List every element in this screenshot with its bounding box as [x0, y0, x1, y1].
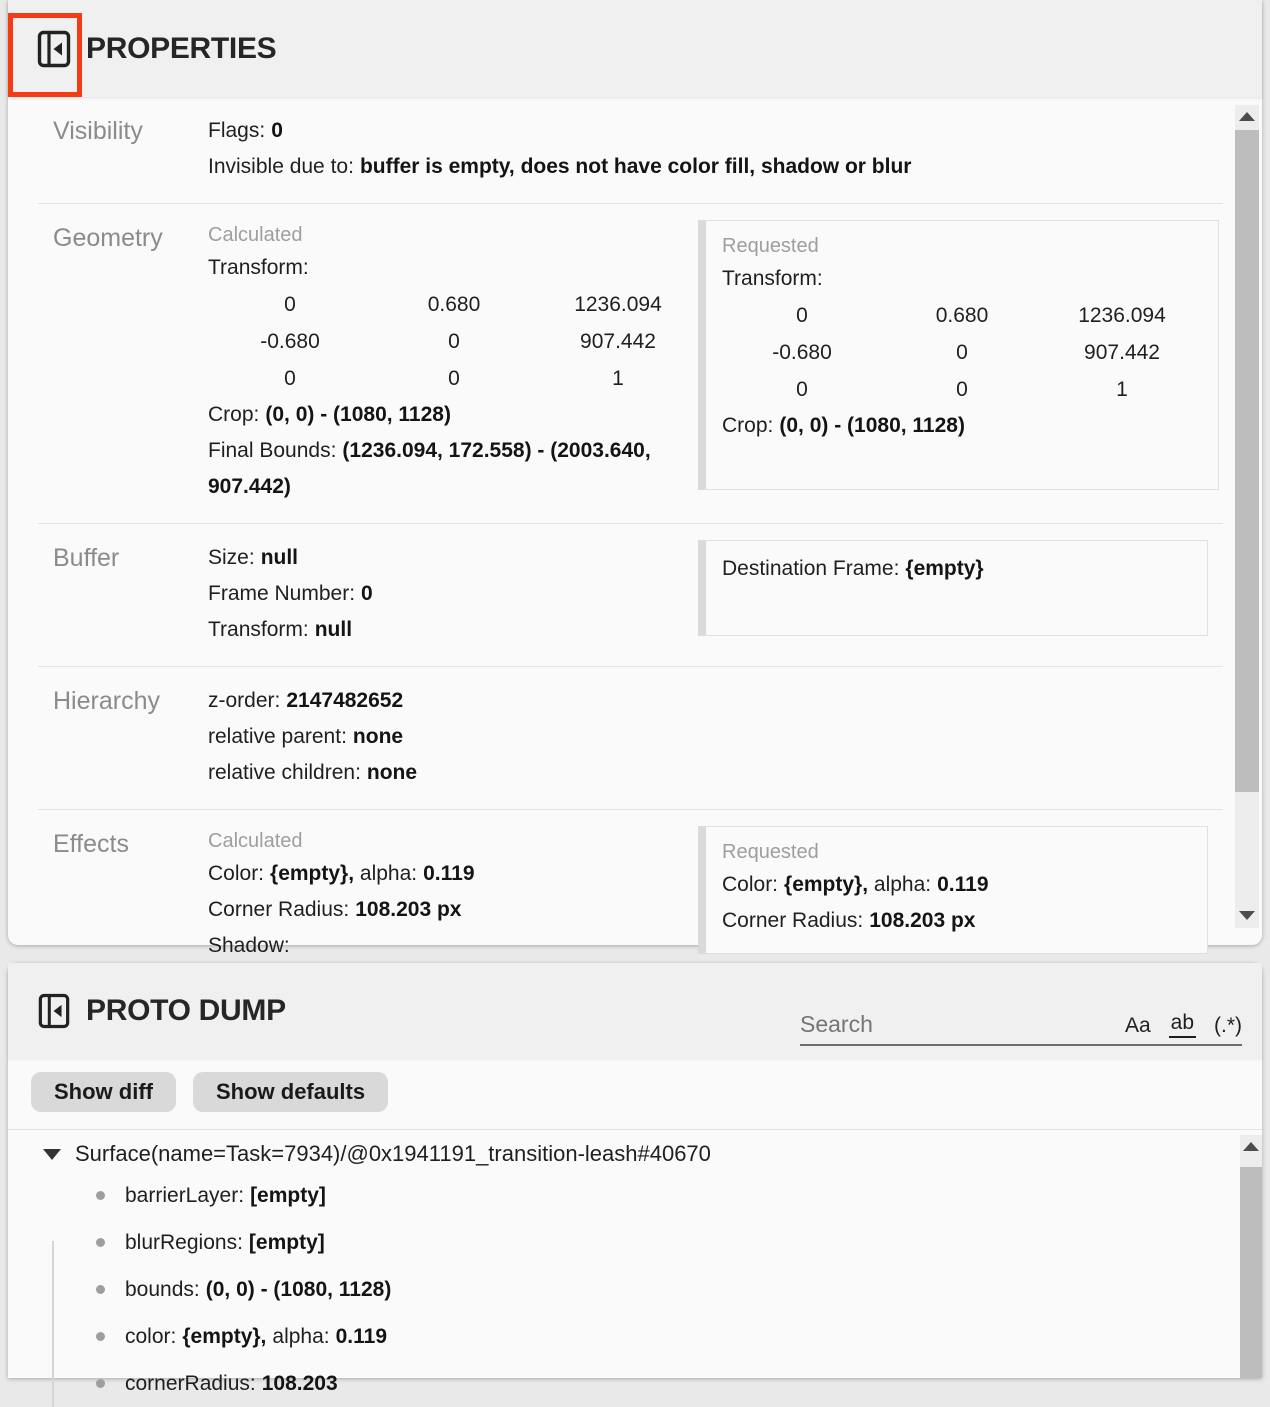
toggle-buttons — [8, 1059, 1262, 1112]
final-bounds-line: Final Bounds: (1236.094, 172.558) - (2003.640, 907.442) — [208, 439, 651, 498]
properties-scrollbar[interactable] — [1235, 105, 1259, 928]
relative-children-line: relative children: none — [208, 761, 418, 784]
z-order-line: z-order: 2147482652 — [208, 689, 404, 712]
section-geometry — [38, 204, 1223, 524]
properties-panel — [8, 0, 1262, 957]
collapse-panel-icon[interactable] — [37, 992, 71, 1030]
scrollbar-thumb[interactable] — [1240, 1167, 1262, 1378]
proto-dump-body — [8, 1059, 1262, 1395]
dock-left-icon — [38, 993, 70, 1029]
transform-label: Transform: — [722, 267, 823, 290]
transform-label: Transform: — [208, 256, 309, 279]
size-line: Size: null — [208, 546, 299, 569]
requested-heading: Requested — [722, 235, 819, 257]
properties-title: PROPERTIES — [86, 31, 277, 65]
search-field — [800, 1004, 1242, 1046]
tree-node[interactable]: bounds: (0, 0) - (1080, 1128) — [8, 1266, 1262, 1313]
requested-heading: Requested — [722, 841, 819, 863]
buffer-transform-line: Transform: null — [208, 618, 353, 641]
show-diff-button[interactable]: Show diff — [31, 1072, 176, 1112]
collapse-caret-icon[interactable] — [43, 1149, 61, 1160]
bullet-icon — [96, 1379, 105, 1388]
tree-root-node[interactable] — [8, 1136, 1262, 1172]
geometry-requested-box — [698, 220, 1219, 490]
section-visibility — [38, 97, 1223, 204]
effects-requested-box — [698, 826, 1208, 954]
proto-tree — [8, 1130, 1262, 1407]
calculated-heading: Calculated — [208, 830, 303, 852]
tree-root-label: Surface(name=Task=7934)/@0x1941191_transition-leash#40670 — [75, 1141, 711, 1166]
regex-icon[interactable]: (.*) — [1214, 1014, 1242, 1037]
bullet-icon — [96, 1191, 105, 1200]
tree-guide-line — [52, 1241, 54, 1407]
destination-frame-box — [698, 540, 1208, 636]
relative-parent-line: relative parent: none — [208, 725, 404, 748]
annotation-highlight-box — [8, 13, 82, 97]
section-label: Geometry — [53, 224, 163, 252]
proto-dump-title: PROTO DUMP — [86, 994, 286, 1027]
properties-header — [8, 0, 1262, 97]
scroll-up-icon[interactable] — [1243, 1142, 1259, 1151]
bullet-icon — [96, 1285, 105, 1294]
flags-line: Flags: 0 — [208, 119, 283, 142]
bullet-icon — [96, 1238, 105, 1247]
corner-radius-line: Corner Radius: 108.203 px — [208, 898, 462, 921]
scroll-up-icon[interactable] — [1239, 112, 1255, 121]
color-line: Color: {empty}, alpha: 0.119 — [722, 873, 989, 896]
frame-number-line: Frame Number: 0 — [208, 582, 373, 605]
tree-node[interactable]: barrierLayer: [empty] — [8, 1172, 1262, 1219]
bullet-icon — [96, 1332, 105, 1341]
scrollbar-thumb[interactable] — [1235, 130, 1259, 792]
proto-dump-header — [8, 963, 1262, 1059]
whole-word-icon[interactable]: ab — [1169, 1011, 1196, 1038]
tree-node[interactable]: cornerRadius: 108.203 — [8, 1360, 1262, 1407]
shadow-line-clipped: Shadow: — [208, 934, 290, 957]
crop-line: Crop: (0, 0) - (1080, 1128) — [722, 414, 965, 437]
section-buffer — [38, 524, 1223, 667]
transform-matrix: 0 0.680 1236.094 -0.680 0 907.442 0 0 1 — [260, 292, 662, 390]
section-effects — [38, 810, 1223, 982]
tree-node[interactable]: blurRegions: [empty] — [8, 1219, 1262, 1266]
show-defaults-button[interactable]: Show defaults — [193, 1072, 388, 1112]
proto-tree-scrollbar[interactable] — [1240, 1135, 1262, 1378]
section-label: Effects — [53, 830, 129, 858]
invisible-line: Invisible due to: buffer is empty, does not have color fill, shadow or blur — [208, 155, 912, 178]
search-input[interactable] — [800, 1011, 1107, 1038]
properties-body — [8, 97, 1262, 982]
section-hierarchy — [38, 667, 1223, 810]
calculated-heading: Calculated — [208, 224, 303, 246]
destination-frame-line: Destination Frame: {empty} — [722, 557, 984, 580]
geometry-calculated — [208, 220, 698, 505]
buffer-values — [208, 540, 698, 648]
section-label: Visibility — [53, 117, 143, 145]
scroll-down-icon[interactable] — [1239, 911, 1255, 920]
section-label: Hierarchy — [53, 687, 160, 715]
transform-matrix: 0 0.680 1236.094 -0.680 0 907.442 0 0 1 — [772, 303, 1166, 401]
tree-node[interactable]: color: {empty}, alpha: 0.119 — [8, 1313, 1262, 1360]
proto-dump-panel — [8, 963, 1262, 1395]
match-case-icon[interactable]: Aa — [1124, 1014, 1151, 1037]
crop-line: Crop: (0, 0) - (1080, 1128) — [208, 403, 451, 426]
color-line: Color: {empty}, alpha: 0.119 — [208, 862, 475, 885]
effects-calculated — [208, 826, 698, 964]
corner-radius-line: Corner Radius: 108.203 px — [722, 909, 976, 932]
section-label: Buffer — [53, 544, 120, 572]
